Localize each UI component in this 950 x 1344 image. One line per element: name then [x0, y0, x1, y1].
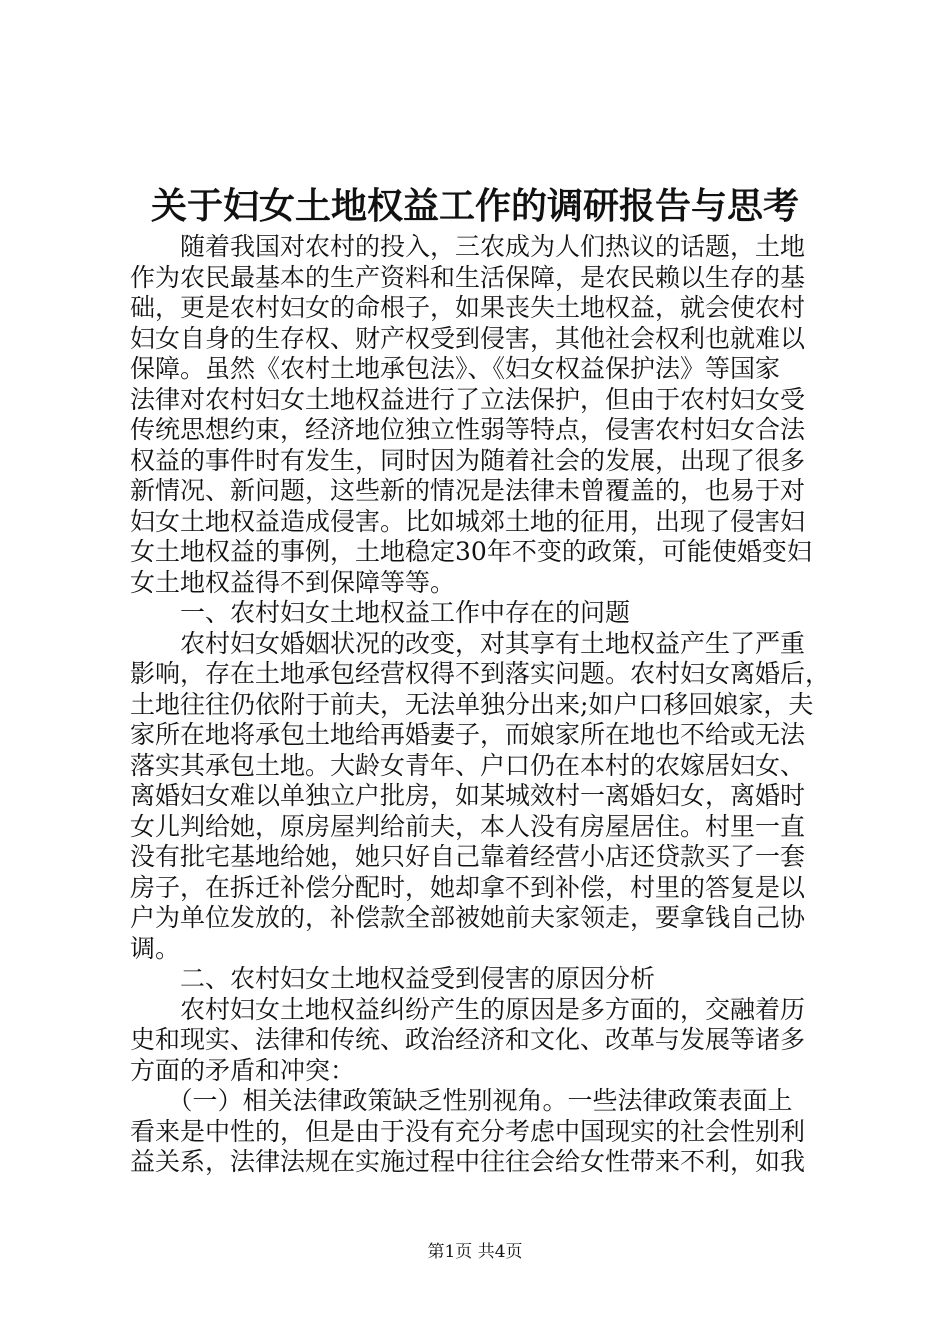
text-line: 女儿判给她，原房屋判给前夫，本人没有房屋居住。村里一直 — [130, 811, 806, 841]
page-footer: 第1页 共4页 — [427, 1242, 523, 1262]
text-line: 影响，存在土地承包经营权得不到落实问题。农村妇女离婚后， — [130, 659, 831, 688]
text-line: 作为农民最基本的生产资料和生活保障，是农民赖以生存的基 — [130, 262, 806, 292]
text-line: 保障。虽然《农村土地承包法》、《妇女权益保护法》等国家 — [130, 354, 781, 383]
text-line: 权益的事件时有发生，同时因为随着社会的发展，出现了很多 — [130, 445, 806, 475]
text-line: 农村妇女土地权益纠纷产生的原因是多方面的，交融着历 — [130, 994, 806, 1024]
text-line: 随着我国对农村的投入，三农成为人们热议的话题，土地 — [130, 232, 806, 261]
text-line: 二、农村妇女土地权益受到侵害的原因分析 — [130, 964, 656, 993]
text-line: 离婚妇女难以单独立户批房，如某城效村一离婚妇女，离婚时 — [130, 781, 806, 810]
text-line: 房子，在拆迁补偿分配时，她却拿不到补偿，村里的答复是以 — [130, 872, 806, 902]
text-line: 妇女土地权益造成侵害。比如城郊土地的征用，出现了侵害妇 — [130, 506, 806, 536]
text-line: 女土地权益的事例，土地稳定30年不变的政策，可能使婚变妇 — [130, 537, 812, 566]
text-line: 史和现实、法律和传统、政治经济和文化、改革与发展等诸多 — [130, 1025, 806, 1054]
text-line: 女土地权益得不到保障等等。 — [130, 567, 456, 597]
text-line: 没有批宅基地给她，她只好自己靠着经营小店还贷款买了一套 — [130, 842, 806, 871]
document-title: 关于妇女土地权益工作的调研报告与思考 — [150, 186, 799, 227]
text-line: 法律对农村妇女土地权益进行了立法保护，但由于农村妇女受 — [130, 384, 806, 414]
text-line: 户为单位发放的，补偿款全部被她前夫家领走，要拿钱自己协 — [130, 903, 806, 932]
text-line: 础，更是农村妇女的命根子，如果丧失土地权益，就会使农村 — [130, 293, 806, 322]
text-line: 方面的矛盾和冲突： — [130, 1055, 356, 1085]
text-line: 新情况、新问题，这些新的情况是法律未曾覆盖的，也易于对 — [130, 476, 806, 505]
text-line: 看来是中性的，但是由于没有充分考虑中国现实的社会性别利 — [130, 1116, 806, 1146]
text-line: 农村妇女婚姻状况的改变，对其享有土地权益产生了严重 — [130, 628, 806, 658]
text-line: 落实其承包土地。大龄女青年、户口仍在本村的农嫁居妇女、 — [130, 750, 806, 780]
text-line: 妇女自身的生存权、财产权受到侵害，其他社会权利也就难以 — [130, 323, 806, 353]
text-line: 一、农村妇女土地权益工作中存在的问题 — [130, 598, 631, 627]
text-line: 土地往往仍依附于前夫，无法单独分出来;如户口移回娘家，夫 — [130, 689, 814, 719]
text-line: 调。 — [130, 933, 181, 963]
text-line: 家所在地将承包土地给再婚妻子，而娘家所在地也不给或无法 — [130, 720, 806, 749]
text-line: 传统思想约束，经济地位独立性弱等特点，侵害农村妇女合法 — [130, 415, 806, 444]
text-line: 益关系，法律法规在实施过程中往往会给女性带来不利，如我 — [130, 1147, 806, 1176]
text-line: （一）相关法律政策缺乏性别视角。一些法律政策表面上 — [130, 1086, 793, 1115]
document-body — [130, 232, 850, 1178]
